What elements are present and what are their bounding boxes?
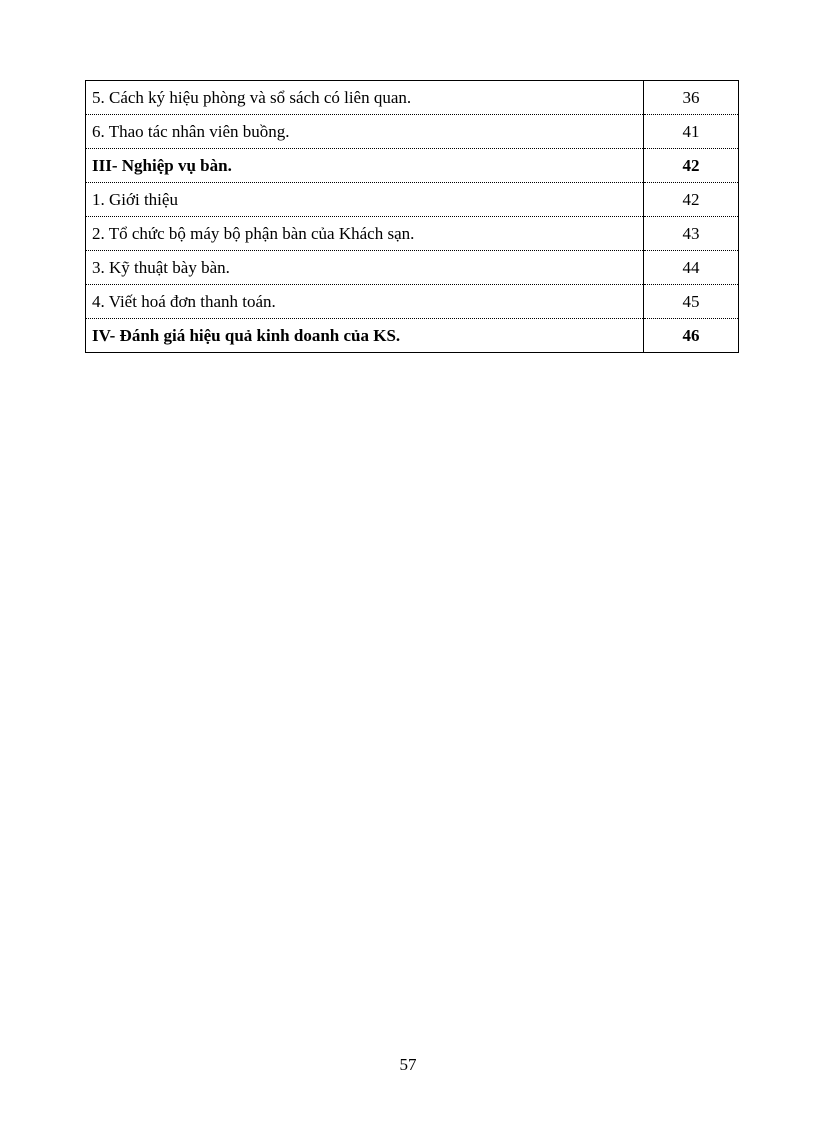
toc-row [86,81,739,115]
toc-row [86,183,739,217]
toc-entry-title: 5. Cách ký hiệu phòng và sổ sách có liên quan. [86,81,644,115]
toc-section-row [86,319,739,353]
toc-entry-page: 42 [644,183,739,217]
toc-section-row [86,149,739,183]
toc-section-title: III- Nghiệp vụ bàn. [86,149,644,183]
toc-row [86,217,739,251]
toc-entry-page: 41 [644,115,739,149]
toc-entry-title: 2. Tổ chức bộ máy bộ phận bàn của Khách sạn. [86,217,644,251]
toc-entry-title: 4. Viết hoá đơn thanh toán. [86,285,644,319]
page-number: 57 [399,1055,417,1074]
toc-row [86,285,739,319]
toc-entry-title: 6. Thao tác nhân viên buồng. [86,115,644,149]
toc-entry-page: 45 [644,285,739,319]
toc-row [86,115,739,149]
toc-entry-title: 1. Giới thiệu [86,183,644,217]
toc-section-title: IV- Đánh giá hiệu quả kinh doanh của KS. [86,319,644,353]
toc-entry-page: 44 [644,251,739,285]
toc-entry-page: 36 [644,81,739,115]
toc-entry-page: 43 [644,217,739,251]
table-of-contents [85,80,739,353]
toc-section-page: 42 [644,149,739,183]
toc-row [86,251,739,285]
toc-section-page: 46 [644,319,739,353]
toc-entry-title: 3. Kỹ thuật bày bàn. [86,251,644,285]
